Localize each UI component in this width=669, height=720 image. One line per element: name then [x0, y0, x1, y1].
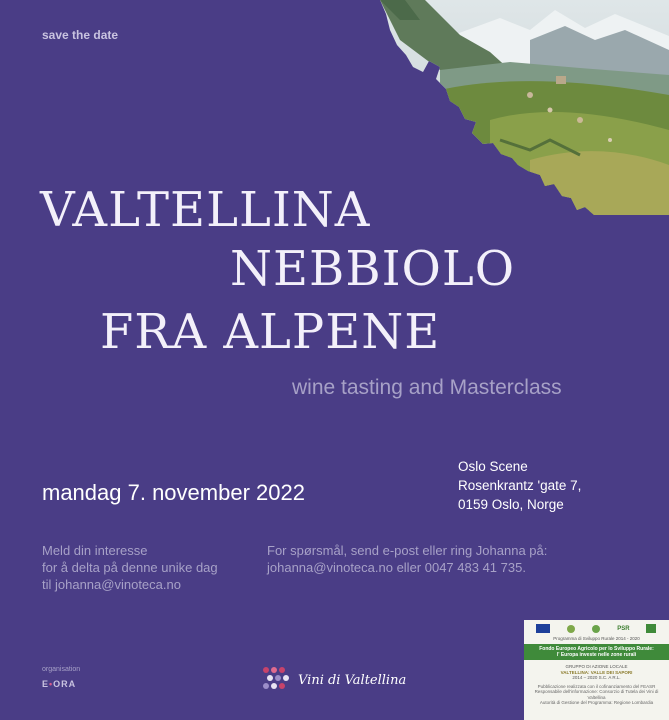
brand-name: Vini di Valtellina: [298, 672, 407, 688]
fund-line-1: Fondo Europeo Agricolo per lo Sviluppo Rurale:: [539, 646, 654, 652]
contact-line-1: For spørsmål, send e-post eller ring Johanna på:: [267, 543, 548, 558]
eu-logos-row: [524, 620, 669, 635]
title-line-2: NEBBIOLO: [230, 241, 516, 297]
venue-address: [458, 457, 581, 514]
fund-line-2: l' Europa investe nelle zone rurali: [556, 652, 637, 658]
contact-text: [267, 542, 547, 576]
interest-line-1: Meld din interesse: [42, 543, 148, 558]
venue-street: Rosenkrantz 'gate 7,: [458, 478, 582, 493]
gal-line-1: GRUPPO DI AZIONE LOCALE: [565, 664, 628, 669]
foot-line-1: Pubblicazione realizzata con il cofinanziamento del FEASR: [537, 683, 656, 689]
interest-line-3[interactable]: til johanna@vinoteca.no: [42, 577, 181, 592]
eu-footnote: [524, 683, 669, 707]
lombardia-icon: [646, 624, 656, 633]
gal-line-2: VALTELLINA: VALLE DEI SAPORI: [560, 669, 633, 675]
feasr-icon: [592, 625, 600, 633]
organisation-logo: [42, 679, 76, 689]
foot-line-3: Autorità di Gestione del Programma: Regione Lombardia: [539, 700, 654, 705]
gal-line-3: 2014 – 2020 S.C. A R.L.: [572, 675, 621, 680]
gal-text: [524, 662, 669, 683]
venue-name: Oslo Scene: [458, 459, 528, 474]
grape-dots-icon: [262, 666, 290, 694]
programme-text: Programma di Sviluppo Rurale 2014 - 2020: [553, 636, 640, 641]
eu-funding-panel: [524, 620, 669, 720]
organisation-label: organisation: [42, 666, 81, 673]
fund-banner: [524, 644, 669, 660]
title-line-1: VALTELLINA: [40, 182, 371, 238]
vini-di-valtellina-logo: [262, 666, 406, 694]
organisation-logo-left: E: [42, 679, 50, 689]
organisation-logo-right: ORA: [53, 679, 77, 689]
interest-line-2: for å delta på denne unike dag: [42, 560, 218, 575]
contact-line-2[interactable]: johanna@vinoteca.no eller 0047 483 41 735.: [267, 560, 526, 575]
title-line-3: FRA ALPENE: [100, 304, 441, 360]
event-subtitle: wine tasting and Masterclass: [292, 376, 562, 399]
venue-city: 0159 Oslo, Norge: [458, 497, 564, 512]
logo-dot-icon: •: [49, 679, 54, 689]
psr-logo: PSR: [617, 625, 630, 632]
event-date: mandag 7. november 2022: [42, 480, 305, 505]
landscape-photo: [380, 0, 669, 215]
foot-line-2: Responsabile dell'informazione: Consorzio di Tutela dei Vini di Valtellina: [534, 689, 659, 700]
register-interest-text: [42, 542, 218, 593]
save-the-date-label: save the date: [42, 28, 119, 42]
eu-flag-icon: [536, 624, 550, 633]
italy-emblem-icon: [567, 625, 575, 633]
